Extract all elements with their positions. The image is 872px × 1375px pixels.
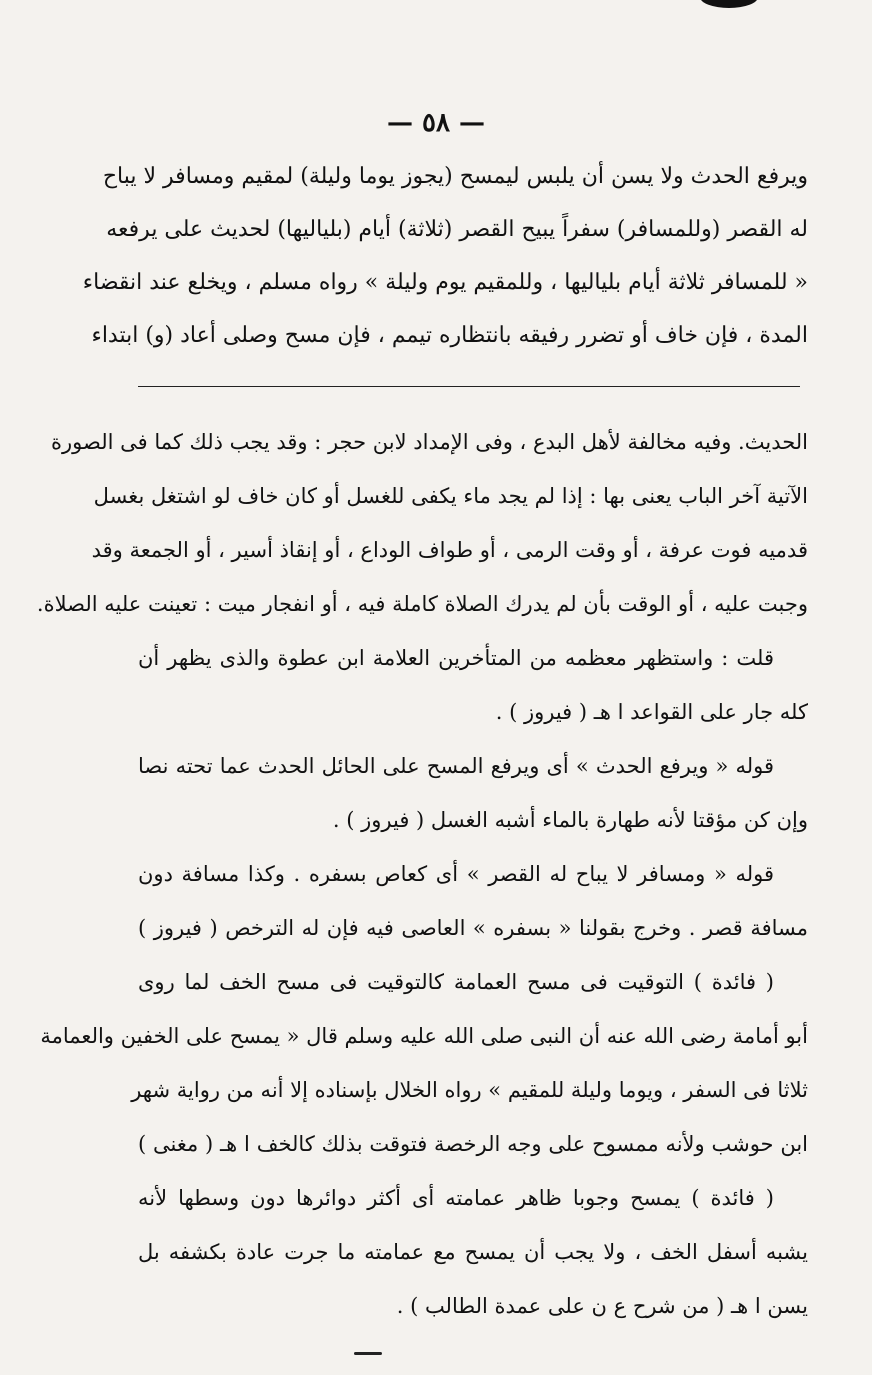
note-line: يشبه أسفل الخف ، ولا يجب أن يمسح مع عمامته ما جرت عادة بكشفه بل <box>138 1240 808 1264</box>
note-line: الحديث. وفيه مخالفة لأهل البدع ، وفى الإمداد لابن حجر : وقد يجب ذلك كما فى الصورة <box>50 430 808 454</box>
footnotes <box>36 415 808 1333</box>
note-line: وإن كن مؤقتا لأنه طهارة بالماء أشبه الغسل ( فيروز ) . <box>332 808 808 832</box>
main-line: له القصر (وللمسافر) سفراً يبيح القصر (ثلاثة) أيام (بلياليها) لحديث على يرفعه <box>106 217 808 242</box>
note-line: كله جار على القواعد ا هـ ( فيروز ) . <box>495 700 808 724</box>
main-line: « للمسافر ثلاثة أيام بلياليها ، وللمقيم يوم وليلة » رواه مسلم ، ويخلع عند انقضاء <box>82 270 808 295</box>
note-line: قوله « ومسافر لا يباح له القصر » أى كعاص بسفره . وكذا مسافة دون <box>138 862 774 886</box>
note-line: ابن حوشب ولأنه ممسوح على وجه الرخصة فتوقت بذلك كالخف ا هـ ( مغنى ) <box>138 1132 808 1156</box>
note-line: وجبت عليه ، أو الوقت بأن لم يدرك الصلاة كاملة فيه ، أو انفجار ميت : تعينت عليه الصلاة. <box>36 592 808 616</box>
note-line: الآتية آخر الباب يعنى بها : إذا لم يجد ماء يكفى للغسل أو كان خاف لو اشتغل بغسل <box>93 484 808 508</box>
note-line: قلت : واستظهر معظمه من المتأخرين العلامة ابن عطوة والذى يظهر أن <box>138 646 774 670</box>
main-line: المدة ، فإن خاف أو تضرر رفيقه بانتظاره تيمم ، فإن مسح وصلى أعاد (و) ابتداء <box>91 323 808 348</box>
ink-blot <box>700 0 758 8</box>
note-line: قوله « ويرفع الحدث » أى ويرفع المسح على الحائل الحدث عما تحته نصا <box>138 754 774 778</box>
bottom-mark <box>354 1352 382 1355</box>
note-line: ( فائدة ) يمسح وجوبا ظاهر عمامته أى أكثر دوائرها دون وسطها لأنه <box>138 1186 774 1210</box>
footnote-divider <box>138 386 800 387</box>
note-line: يسن ا هـ ( من شرح ع ن على عمدة الطالب ) . <box>396 1294 808 1318</box>
note-line: ثلاثا فى السفر ، ويوما وليلة للمقيم » رواه الخلال بإسناده إلا أنه من رواية شهر <box>131 1078 808 1102</box>
main-line: ويرفع الحدث ولا يسن أن يلبس ليمسح (يجوز يوما وليلة) لمقيم ومسافر لا يباح <box>102 164 808 189</box>
note-line: ( فائدة ) التوقيت فى مسح العمامة كالتوقيت فى مسح الخف لما روى <box>138 970 774 994</box>
note-line: مسافة قصر . وخرج بقولنا « بسفره » العاصى فيه فإن له الترخص ( فيروز ) <box>138 916 808 940</box>
note-line: أبو أمامة رضى الله عنه أن النبى صلى الله عليه وسلم قال « يمسح على الخفين والعمامة <box>40 1024 808 1048</box>
main-text <box>82 150 808 362</box>
note-line: قدميه فوت عرفة ، أو وقت الرمى ، أو طواف الوداع ، أو إنقاذ أسير ، أو الجمعة وقد <box>91 538 808 562</box>
page-number: — ٥٨ — <box>386 108 486 138</box>
